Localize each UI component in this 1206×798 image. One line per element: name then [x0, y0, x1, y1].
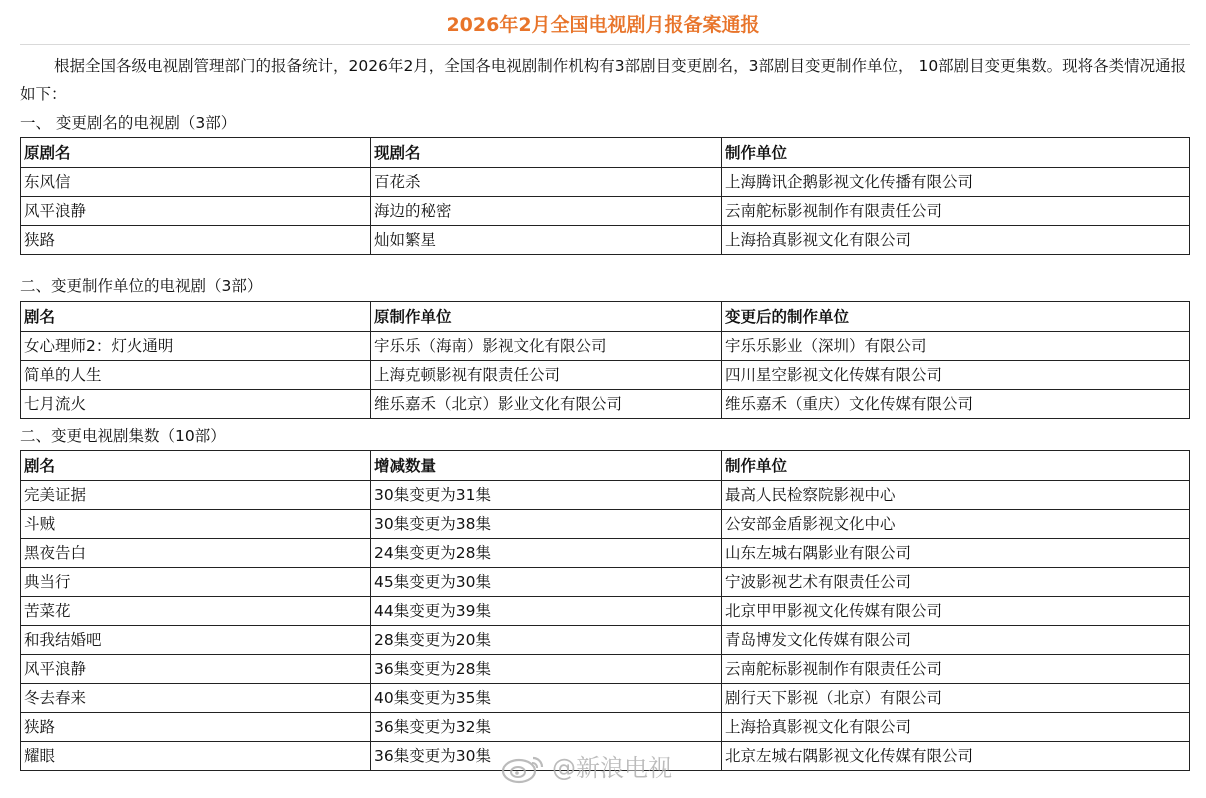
- table-cell: 最高人民检察院影视中心: [722, 481, 1190, 510]
- table-cell: 40集变更为35集: [371, 684, 722, 713]
- header-producer: 制作单位: [722, 451, 1190, 481]
- header-producer: 制作单位: [722, 138, 1190, 168]
- table-cell: 斗贼: [21, 510, 371, 539]
- table-row: [21, 684, 1190, 713]
- header-current-title: 现剧名: [371, 138, 722, 168]
- table-cell: 上海拾真影视文化有限公司: [722, 713, 1190, 742]
- table-row: [21, 655, 1190, 684]
- episode-change-rows: [21, 481, 1190, 771]
- table-row: [21, 226, 1190, 255]
- table-cell: 36集变更为30集: [371, 742, 722, 771]
- table-cell: 24集变更为28集: [371, 539, 722, 568]
- table-cell: 东风信: [21, 168, 371, 197]
- table-cell: 百花杀: [371, 168, 722, 197]
- table-row: [21, 626, 1190, 655]
- table-row: [21, 390, 1190, 419]
- table-cell: 上海克顿影视有限责任公司: [371, 361, 722, 390]
- table-cell: 耀眼: [21, 742, 371, 771]
- episode-change-table: [20, 450, 1190, 771]
- table-cell: 维乐嘉禾（北京）影业文化有限公司: [371, 390, 722, 419]
- table-cell: 维乐嘉禾（重庆）文化传媒有限公司: [722, 390, 1190, 419]
- table-cell: 青岛博发文化传媒有限公司: [722, 626, 1190, 655]
- table-cell: 简单的人生: [21, 361, 371, 390]
- rename-rows: [21, 168, 1190, 255]
- table-cell: 山东左城右隅影业有限公司: [722, 539, 1190, 568]
- table-cell: 北京左城右隅影视文化传媒有限公司: [722, 742, 1190, 771]
- table-row: [21, 597, 1190, 626]
- table-cell: 冬去春来: [21, 684, 371, 713]
- table-cell: 风平浪静: [21, 655, 371, 684]
- intro-paragraph: 根据全国各级电视剧管理部门的报备统计，2026年2月，全国各电视剧制作机构有3部剧目变更剧名，3部剧目变更制作单位， 10部剧目变更集数。现将各类情况通报如下：: [20, 57, 1187, 103]
- header-original-title: 原剧名: [21, 138, 371, 168]
- table-cell: 四川星空影视文化传媒有限公司: [722, 361, 1190, 390]
- header-title: 剧名: [21, 451, 371, 481]
- section-2-heading: 二、变更制作单位的电视剧（3部）: [20, 277, 263, 295]
- table-cell: 45集变更为30集: [371, 568, 722, 597]
- rename-table: [20, 137, 1190, 255]
- table-cell: 灿如繁星: [371, 226, 722, 255]
- table-row: [21, 332, 1190, 361]
- table-row: [21, 568, 1190, 597]
- table-row: [21, 197, 1190, 226]
- table-header-row: [21, 302, 1190, 332]
- table-cell: 宁波影视艺术有限责任公司: [722, 568, 1190, 597]
- table-cell: 苦菜花: [21, 597, 371, 626]
- header-new-producer: 变更后的制作单位: [722, 302, 1190, 332]
- table-cell: 狭路: [21, 713, 371, 742]
- table-cell: 风平浪静: [21, 197, 371, 226]
- table-cell: 和我结婚吧: [21, 626, 371, 655]
- weibo-logo-icon: [500, 752, 546, 784]
- table-cell: 云南舵标影视制作有限责任公司: [722, 197, 1190, 226]
- header-original-producer: 原制作单位: [371, 302, 722, 332]
- producer-change-rows: [21, 332, 1190, 419]
- table-cell: 典当行: [21, 568, 371, 597]
- section-1-heading: 一、 变更剧名的电视剧（3部）: [20, 114, 237, 132]
- table-cell: 黑夜告白: [21, 539, 371, 568]
- table-cell: 36集变更为32集: [371, 713, 722, 742]
- title-divider: [20, 44, 1190, 45]
- table-cell: 海边的秘密: [371, 197, 722, 226]
- table-cell: 公安部金盾影视文化中心: [722, 510, 1190, 539]
- table-cell: 女心理师2：灯火通明: [21, 332, 371, 361]
- table-row: [21, 481, 1190, 510]
- table-cell: 剧行天下影视（北京）有限公司: [722, 684, 1190, 713]
- table-cell: 完美证据: [21, 481, 371, 510]
- table-cell: 44集变更为39集: [371, 597, 722, 626]
- table-cell: 28集变更为20集: [371, 626, 722, 655]
- table-cell: 30集变更为38集: [371, 510, 722, 539]
- table-cell: 宇乐乐影业（深圳）有限公司: [722, 332, 1190, 361]
- table-row: [21, 539, 1190, 568]
- header-title: 剧名: [21, 302, 371, 332]
- table-cell: 七月流火: [21, 390, 371, 419]
- table-cell: 上海腾讯企鹅影视文化传播有限公司: [722, 168, 1190, 197]
- table-cell: 宇乐乐（海南）影视文化有限公司: [371, 332, 722, 361]
- table-cell: 北京甲甲影视文化传媒有限公司: [722, 597, 1190, 626]
- table-row: [21, 168, 1190, 197]
- table-row: [21, 713, 1190, 742]
- table-cell: 狭路: [21, 226, 371, 255]
- table-cell: 上海拾真影视文化有限公司: [722, 226, 1190, 255]
- watermark-text: @新浪电视: [552, 754, 672, 782]
- producer-change-table: [20, 301, 1190, 419]
- table-cell: 云南舵标影视制作有限责任公司: [722, 655, 1190, 684]
- table-row: [21, 361, 1190, 390]
- header-episode-change: 增减数量: [371, 451, 722, 481]
- table-row: [21, 510, 1190, 539]
- table-cell: 30集变更为31集: [371, 481, 722, 510]
- table-header-row: [21, 138, 1190, 168]
- table-header-row: [21, 451, 1190, 481]
- section-3-heading: 二、变更电视剧集数（10部）: [20, 427, 226, 445]
- table-cell: 36集变更为28集: [371, 655, 722, 684]
- page-title: 2026年2月全国电视剧月报备案通报: [446, 14, 760, 36]
- weibo-watermark: [500, 752, 672, 784]
